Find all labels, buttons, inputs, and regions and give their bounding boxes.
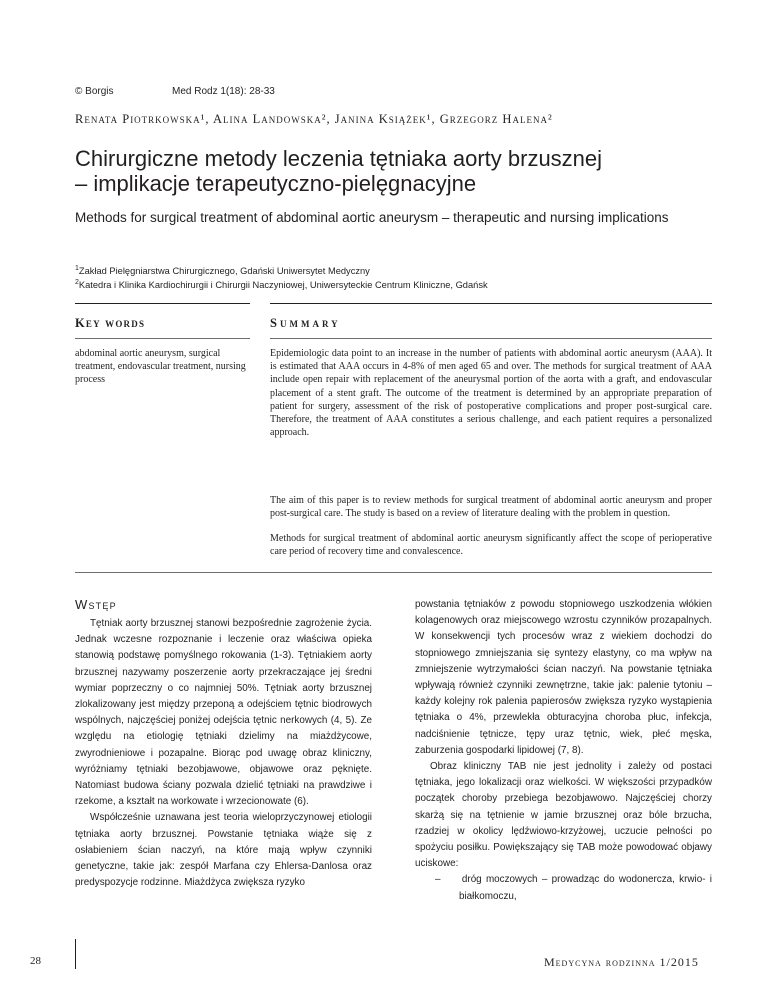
list-item: – dróg moczowych – prowadząc do wodonercza, krwio- i białkomoczu, [435, 874, 712, 902]
copyright-notice: © Borgis [75, 86, 114, 97]
title-line-2: – implikacje terapeutyczno-pielęgnacyjne [75, 171, 477, 196]
summary-paragraph: Methods for surgical treatment of abdominal aortic aneurysm significantly affect the scope of perioperative care period of recovery time and convalescence. [270, 533, 712, 558]
divider [270, 303, 712, 304]
divider [75, 303, 250, 304]
author-list: Renata Piotrkowska¹, Alina Landowska², Janina Książek¹, Grzegorz Halena² [75, 112, 553, 126]
body-paragraph: Obraz kliniczny TAB nie jest jednolity i zależy od postaci tętniaka, jego lokalizacji oraz wielkości. W większości przypadków początek choroby przebiega bezobjawowo. Najczęściej chorzy skarżą się na tętnienie w jamie brzusznej oraz bóle brzucha, rzadziej w okolicy lędźwiowo-krzyżowej, uczucie pełności po spożyciu posiłku. Powiększający się TAB może powodować objawy uciskowe: [415, 761, 712, 870]
divider [75, 338, 250, 339]
keywords-text: abdominal aortic aneurysm, surgical treatment, endovascular treatment, nursing process [75, 348, 246, 386]
divider [75, 572, 712, 573]
body-column-left [75, 616, 372, 891]
title-line-1: Chirurgiczne metody leczenia tętniaka aorty brzusznej [75, 146, 603, 171]
summary-paragraph: The aim of this paper is to review methods for surgical treatment of abdominal aortic aneurysm and proper post-surgical care. The study is based on a review of literature dealing with the problem in question. [270, 495, 712, 520]
keywords-heading: Key words [75, 316, 146, 330]
page-number: 28 [30, 955, 41, 967]
summary-heading: Summary [270, 316, 341, 330]
body-paragraph: Tętniak aorty brzusznej stanowi bezpośrednie zagrożenie życia. Jednak wczesne rozpoznanie i leczenie oraz właściwa opieka stanowią podstawę pomyślnego rokowania (1-3). Tętniakiem aorty brzusznej nazywamy poszerzenie aorty przekraczające jej średni wymiar poprzeczny o co najmniej 50%. Tętniak aorty brzusznej zlokalizowany jest między przeponą a odejściem tętnic biodrowych wspólnych, najczęściej poniżej odejścia tętnic nerkowych (4, 5). Ze względu na etiologię tętniaki dzielimy na miażdżycowe, zwyrodnieniowe i pozapalne. Biorąc pod uwagę obraz kliniczny, wyróżniamy tętniaki bezobjawowe, objawowe oraz pęknięte. Natomiast budowa ściany pozwala dzielić tętniaki na prawdziwe i rzekome, a kształt na workowate i wrzecionowate (6). [75, 618, 372, 808]
article-title [75, 146, 715, 196]
summary-paragraph: Epidemiologic data point to an increase in the number of patients with abdominal aortic aneurysm (AAA). It is estimated that AAA occurs in 4-8% of men aged 65 and over. The methods for surgical treatment of AAA include open repair with replacement of the aneurysmal portion of the aorta with a graft, and endovascular placement of a stent graft. The outcome of the treatment is determined by an appropriate preparation of patient for surgery, assessment of the risk of postoperative complications and proper post-surgical care. Therefore, the treatment of AAA constitutes a serious challenge, and each patient requires a personalized approach. [270, 348, 712, 439]
body-paragraph: powstania tętniaków z powodu stopniowego uszkodzenia włókien kolagenowych oraz miejscowego wzrostu czynników prozapalnych. W konsekwencji tych procesów wraz z wiekiem dochodzi do stopniowego zmniejszania się syntezy elastyny, co ma wpływ na zmniejszenie wytrzymałości ścian naczyń. Na powstanie tętniaka wpływają również czynniki zewnętrzne, takie jak: palenie tytoniu – każdy kolejny rok palenia papierosów zwiększa ryzyko wystąpienia tętniaka o 4%, przewlekła obturacyjna choroba płuc, infekcja, nadciśnienie tętnicze, tępy uraz tętnic, wiek, płeć męska, zaburzenia gospodarki lipidowej (7, 8). [415, 599, 712, 756]
affiliation-1: $^1$Zakład Pielęgniarstwa Chirurgicznego, Gdański Uniwersytet Medyczny [75, 265, 370, 277]
journal-reference: Med Rodz 1(18): 28-33 [172, 86, 275, 97]
affiliation-2: $^2$Katedra i Klinika Kardiochirurgii i Chirurgii Naczyniowej, Uniwersyteckie Centrum Kliniczne, Gdańsk [75, 279, 488, 291]
english-title: Methods for surgical treatment of abdominal aortic aneurysm – therapeutic and nursing implications [75, 210, 669, 225]
footer-divider [75, 939, 76, 969]
body-paragraph: Współcześnie uznawana jest teoria wieloprzyczynowej etiologii tętniaka aorty brzusznej. Powstanie tętniaka wiąże się z osłabieniem ścian naczyń, na które mają wpływ czynniki genetyczne, takie jak: zespół Marfana czy Ehlersa-Danlosa oraz predyspozycje rodzinne. Miażdżyca zwiększa ryzyko [75, 812, 372, 889]
footer-journal-name: Medycyna rodzinna 1/2015 [544, 955, 699, 969]
divider [270, 338, 712, 339]
section-heading: Wstęp [75, 597, 117, 612]
body-column-right [415, 597, 712, 905]
